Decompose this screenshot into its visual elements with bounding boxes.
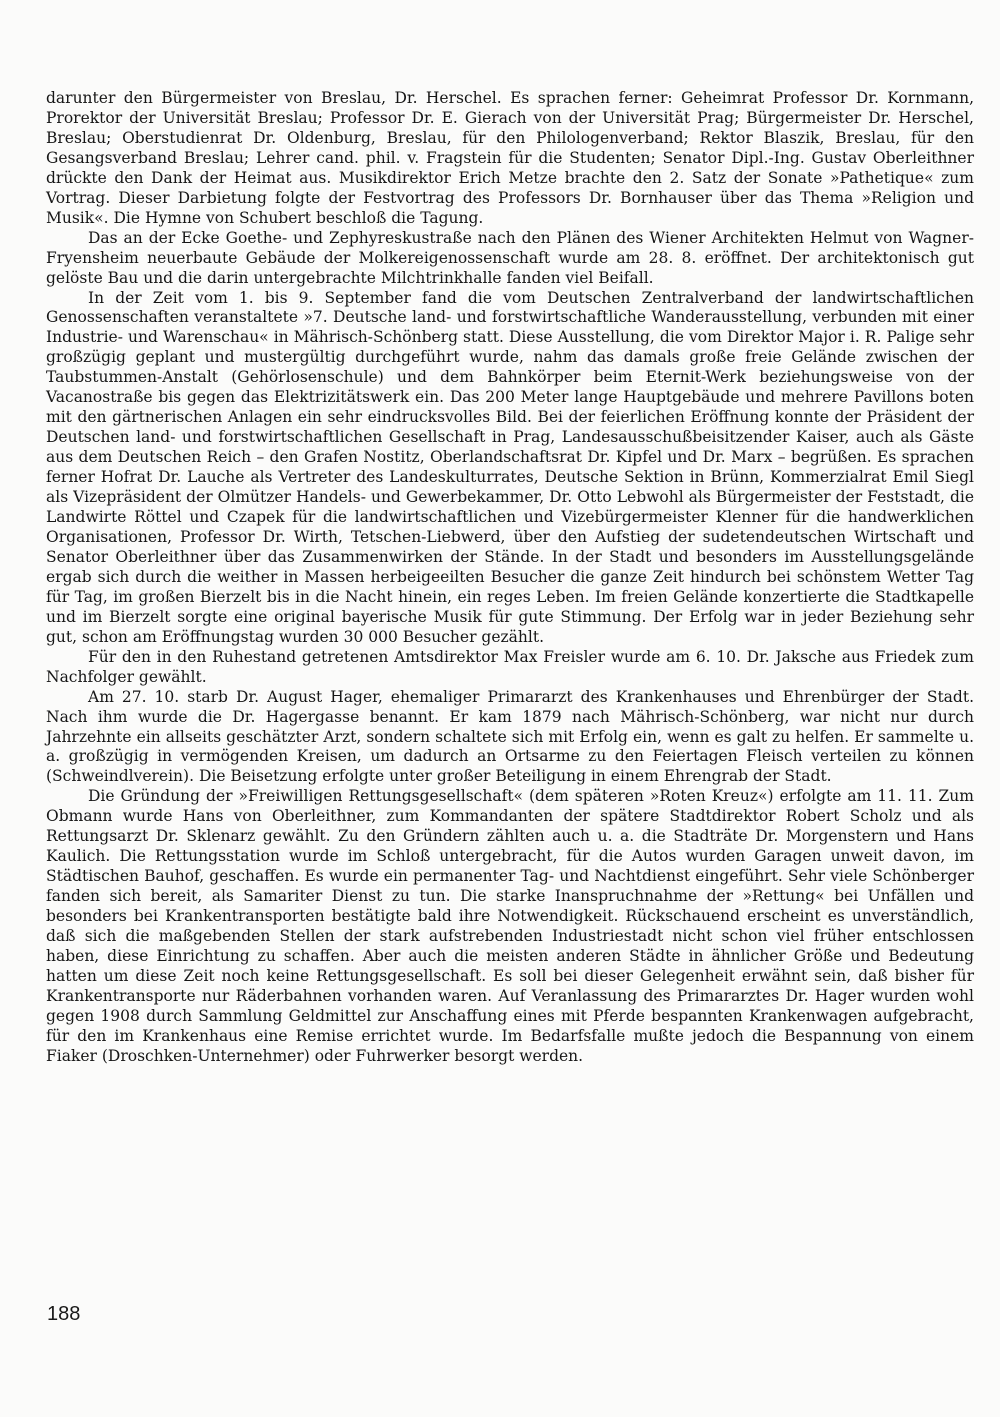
paragraph-hager: Am 27. 10. starb Dr. August Hager, ehemaliger Primararzt des Krankenhauses und Ehrenbürger der Stadt. Nach ihm wurde die Dr. Hagergasse benannt. Er kam 1879 nach Mährisch-Schönberg, war nicht nur durch Jahrzehnte ein allseits geschätzter Arzt, sondern schaltete sich mit Erfolg ein, wenn es galt zu helfen. Er sammelte u. a. großzügig in vermögenden Kreisen, um dadurch an Ortsarme zu den Feiertagen Fleisch verteilen zu können (Schweindlverein). Die Beisetzung erfolgte unter großer Beteiligung in einem Ehrengrab der Stadt. (46, 687, 974, 786)
paragraph-ausstellung: In der Zeit vom 1. bis 9. September fand die vom Deutschen Zentralverband der landwirtschaftlichen Genossenschaften veranstaltete »7. Deutsche land- und forstwirtschaftliche Wanderausstellung, verbunden mit einer Industrie- und Warenschau« in Mährisch-Schönberg statt. Diese Ausstellung, die vom Direktor Major i. R. Palige sehr großzügig geplant und mustergültig durchgeführt wurde, nahm das damals große freie Gelände zwischen der Taubstummen-Anstalt (Gehörlosenschule) und dem Bahnkörper beim Eternit-Werk beziehungsweise von der Vacanostraße bis gegen das Elektrizitätswerk ein. Das 200 Meter lange Hauptgebäude und mehrere Pavillons boten mit den gärtnerischen Anlagen ein sehr eindrucksvolles Bild. Bei der feierlichen Eröffnung konnte der Präsident der Deutschen land- und forstwirtschaftlichen Gesellschaft in Prag, Landesausschußbeisitzender Kaiser, auch als Gäste aus dem Deutschen Reich – den Grafen Nostitz, Oberlandschaftsrat Dr. Kipfel und Dr. Marx – begrüßen. Es sprachen ferner Hofrat Dr. Lauche als Vertreter des Landeskulturrates, Deutsche Sektion in Brünn, Kommerzialrat Emil Siegl als Vizepräsident der Olmützer Handels- und Gewerbekammer, Dr. Otto Lebwohl als Bürgermeister der Feststadt, die Landwirte Röttel und Czapek für die landwirtschaftlichen und Vizebürgermeister Klenner für die handwerklichen Organisationen, Professor Dr. Wirth, Tetschen-Liebwerd, über den Aufstieg der sudetendeutschen Wirtschaft und Senator Oberleithner über das Zusammenwirken der Stände. In der Stadt und besonders im Ausstellungsgelände ergab sich durch die weither in Massen herbeigeeilten Besucher die ganze Zeit hindurch bei schönstem Wetter Tag für Tag, im großen Bierzelt bis in die Nacht hinein, ein reges Leben. Im freien Gelände konzertierte die Stadtkapelle und im Bierzelt sorgte eine original bayerische Musik für gute Stimmung. Der Erfolg war in jeder Beziehung sehr gut, schon am Eröffnungstag wurden 30 000 Besucher gezählt. (46, 288, 974, 646)
paragraph-rettungsgesellschaft: Die Gründung der »Freiwilligen Rettungsgesellschaft« (dem späteren »Roten Kreuz«) erfolgte am 11. 11. Zum Obmann wurde Hans von Oberleithner, zum Kommandanten der spätere Stadtdirektor Robert Scholz und als Rettungsarzt Dr. Sklenarz gewählt. Zu den Gründern zählten auch u. a. die Stadträte Dr. Morgenstern und Hans Kaulich. Die Rettungsstation wurde im Schloß untergebracht, für die Autos wurden Garagen unweit davon, im Städtischen Bauhof, geschaffen. Es wurde ein permanenter Tag- und Nachtdienst eingeführt. Sehr viele Schönberger fanden sich bereit, als Samariter Dienst zu tun. Die starke Inanspruchnahme der »Rettung« bei Unfällen und besonders bei Krankentransporten bestätigte bald ihre Notwendigkeit. Rückschauend erscheint es unverständlich, daß sich die maßgebenden Stellen der stark aufstrebenden Industriestadt nicht schon viel früher entschlossen haben, diese Einrichtung zu schaffen. Aber auch die meisten anderen Städte in ähnlicher Größe und Bedeutung hatten um diese Zeit noch keine Rettungsgesellschaft. Es soll bei dieser Gelegenheit erwähnt sein, daß bisher für Krankentransporte nur Räderbahnen vorhanden waren. Auf Veranlassung des Primararztes Dr. Hager wurden wohl gegen 1908 durch Sammlung Geldmittel zur Anschaffung eines mit Pferde bespannten Krankenwagen aufgebracht, für den im Krankenhaus eine Remise errichtet wurde. Im Bedarfsfalle mußte jedoch die Bespannung von einem Fiaker (Droschken-Unternehmer) oder Fuhrwerker besorgt werden. (46, 787, 974, 1065)
body-text (46, 89, 974, 1067)
paragraph-continuation: darunter den Bürgermeister von Breslau, Dr. Herschel. Es sprachen ferner: Geheimrat Professor Dr. Kornmann, Prorektor der Universität Breslau; Professor Dr. E. Gierach von der Universität Prag; Bürgermeister Dr. Herschel, Breslau; Oberstudienrat Dr. Oldenburg, Breslau, für den Philologenverband; Rektor Blaszik, Breslau, für den Gesangsverband Breslau; Lehrer cand. phil. v. Fragstein für die Studenten; Senator Dipl.-Ing. Gustav Oberleithner drückte den Dank der Heimat aus. Musikdirektor Erich Metze brachte den 2. Satz der Sonate »Pathetique« zum Vortrag. Dieser Darbietung folgte der Festvortrag des Professors Dr. Bornhauser über das Thema »Religion und Musik«. Die Hymne von Schubert beschloß die Tagung. (46, 89, 974, 227)
page-number: 188 (47, 1303, 81, 1325)
paragraph-amtsdirektor: Für den in den Ruhestand getretenen Amtsdirektor Max Freisler wurde am 6. 10. Dr. Jaksche aus Friedek zum Nachfolger gewählt. (46, 647, 974, 686)
paragraph-molkerei: Das an der Ecke Goethe- und Zephyreskustraße nach den Plänen des Wiener Architekten Helmut von Wagner-Fryensheim neuerbaute Gebäude der Molkereigenossenschaft wurde am 28. 8. eröffnet. Der architektonisch gut gelöste Bau und die darin untergebrachte Milchtrinkhalle fanden viel Beifall. (46, 228, 974, 287)
